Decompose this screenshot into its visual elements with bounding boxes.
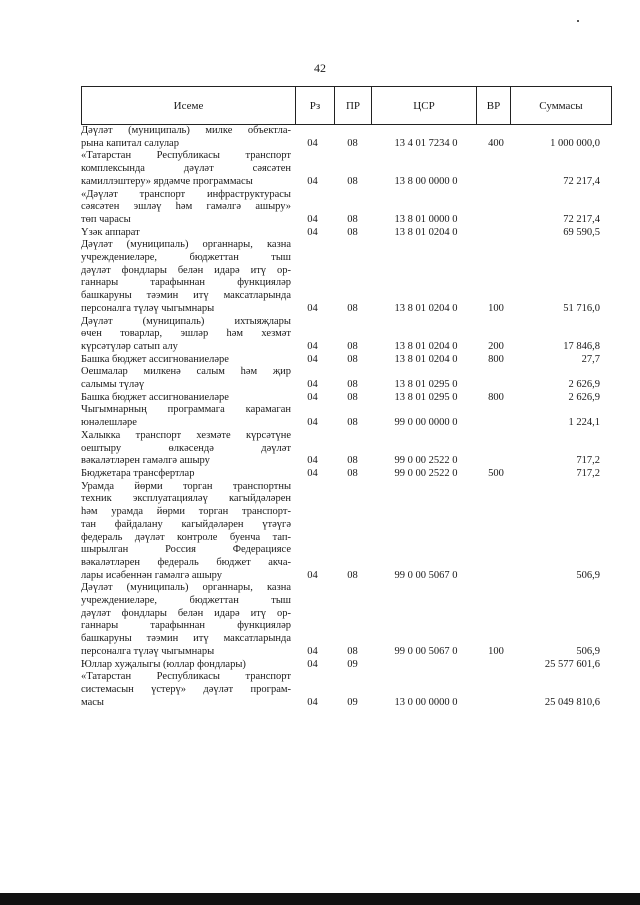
table-row	[81, 468, 612, 481]
row-name	[81, 404, 291, 429]
row-rz: 04	[307, 658, 318, 670]
row-name-line: башкаруны тәэмин итү максатларында	[81, 290, 291, 302]
table-row	[81, 239, 612, 315]
row-rz: 04	[307, 302, 318, 314]
row-sum: 1 224,1	[568, 417, 600, 429]
row-name-line: учреждениеләре, бюджеттан тыш	[81, 252, 291, 264]
row-name-line: башкаруны тәэмин итү максатларында	[81, 633, 291, 645]
row-name-line: күрсәтүләр сатып алу	[81, 340, 178, 352]
row-csr: 99 0 00 2522 0	[394, 455, 458, 467]
row-csr: 13 4 01 7234 0	[394, 137, 458, 149]
row-name-line: Башка бюджет ассигнованиеләре	[81, 391, 229, 403]
row-name-line: «Дәүләт транспорт инфраструктурасы	[81, 188, 291, 200]
row-sum: 72 217,4	[563, 213, 600, 225]
row-name-line: салымы түләү	[81, 379, 145, 391]
row-rz: 04	[307, 226, 318, 238]
row-pr: 08	[347, 417, 358, 429]
row-csr: 13 8 00 0000 0	[394, 175, 458, 187]
row-sum: 717,2	[576, 467, 600, 479]
row-rz: 04	[307, 175, 318, 187]
row-pr: 09	[347, 696, 358, 708]
row-name-line: ганнары тарафыннан функцияләр	[81, 620, 291, 632]
table-row	[81, 671, 612, 709]
scan-mark	[577, 20, 579, 22]
row-csr: 13 8 01 0295 0	[394, 391, 458, 403]
row-vr: 400	[488, 137, 504, 149]
row-name	[81, 189, 291, 227]
table-row	[81, 404, 612, 429]
row-name	[81, 227, 291, 240]
row-name-line: масы	[81, 696, 104, 708]
row-name-line: Башка бюджет ассигнованиеләре	[81, 353, 229, 365]
row-name-line: Дәүләт (муниципаль) органнары, казна	[81, 582, 291, 594]
row-name-line: комплексында дәүләт сәясәтен	[81, 163, 291, 175]
row-pr: 08	[347, 175, 358, 187]
row-name-line: системасын үстерү» дәүләт програм-	[81, 683, 291, 695]
row-rz: 04	[307, 645, 318, 657]
scan-border	[0, 893, 640, 905]
row-sum: 506,9	[576, 645, 600, 657]
table-row	[81, 354, 612, 367]
row-name	[81, 392, 291, 405]
header-sum: Суммасы	[539, 99, 583, 112]
row-name	[81, 316, 291, 354]
table-row	[81, 125, 612, 150]
row-name	[81, 239, 291, 315]
row-name-line: Чыгымнарның программага карамаган	[81, 404, 291, 416]
row-name-line: учреждениеләре, бюджеттан тыш	[81, 595, 291, 607]
row-pr: 08	[347, 137, 358, 149]
table-row	[81, 316, 612, 354]
row-sum: 25 577 601,6	[544, 658, 600, 670]
row-name-line: лары исәбеннән гамәлгә ашыру	[81, 569, 223, 581]
row-rz: 04	[307, 379, 318, 391]
row-rz: 04	[307, 417, 318, 429]
row-sum: 69 590,5	[563, 226, 600, 238]
row-name	[81, 659, 291, 672]
row-pr: 08	[347, 302, 358, 314]
page-number: 42	[314, 61, 326, 75]
row-pr: 08	[347, 391, 358, 403]
row-name-line: төп чарасы	[81, 213, 131, 225]
row-name	[81, 354, 291, 367]
row-name-line: вәкаләтләрен гамәлгә ашыру	[81, 455, 210, 467]
row-name-line: тан файдалану кагыйдәләрен үтәүгә	[81, 518, 291, 530]
row-vr: 800	[488, 391, 504, 403]
header-pr: ПР	[335, 87, 372, 124]
table-row	[81, 392, 612, 405]
row-csr: 99 0 00 5067 0	[394, 569, 458, 581]
row-sum: 25 049 810,6	[544, 696, 600, 708]
row-pr: 08	[347, 467, 358, 479]
row-sum: 72 217,4	[563, 175, 600, 187]
row-pr: 08	[347, 226, 358, 238]
row-name	[81, 150, 291, 188]
row-name	[81, 125, 291, 150]
row-pr: 08	[347, 213, 358, 225]
row-name-line: дәүләт фондлары белән идарә итү ор-	[81, 607, 291, 619]
row-name-line: дәүләт фондлары белән идарә итү ор-	[81, 264, 291, 276]
row-csr: 13 0 00 0000 0	[394, 696, 458, 708]
row-name-line: һәм урамда йөрми торган транспорт-	[81, 506, 291, 518]
header-rz: Рз	[296, 87, 335, 124]
row-sum: 1 000 000,0	[550, 137, 600, 149]
row-name	[81, 430, 291, 468]
row-name-line: федераль дәүләт контроле буенча тап-	[81, 531, 291, 543]
row-name	[81, 671, 291, 709]
row-name-line: рына капитал салулар	[81, 137, 179, 149]
row-name-line: өчен товарлар, эшләр һәм хезмәт	[81, 328, 291, 340]
row-name-line: Урамда йөрми торган транспортны	[81, 480, 291, 492]
row-name-line: «Татарстан Республикасы транспорт	[81, 671, 291, 683]
table-row	[81, 481, 612, 583]
row-rz: 04	[307, 391, 318, 403]
row-rz: 04	[307, 569, 318, 581]
row-vr: 100	[488, 302, 504, 314]
row-sum: 27,7	[581, 353, 600, 365]
row-csr: 13 8 01 0204 0	[394, 353, 458, 365]
row-rz: 04	[307, 467, 318, 479]
table-body	[81, 125, 612, 709]
row-name	[81, 468, 291, 481]
row-name	[81, 582, 291, 658]
row-sum: 717,2	[576, 455, 600, 467]
row-name-line: персоналга түләү чыгымнары	[81, 645, 215, 657]
table-row	[81, 189, 612, 227]
row-pr: 08	[347, 645, 358, 657]
row-csr: 13 8 01 0204 0	[394, 340, 458, 352]
row-sum: 2 626,9	[568, 379, 600, 391]
row-sum: 17 846,8	[563, 340, 600, 352]
row-rz: 04	[307, 213, 318, 225]
row-rz: 04	[307, 340, 318, 352]
row-name-line: Дәүләт (муниципаль) ихтыяҗлары	[81, 315, 291, 327]
table-row	[81, 366, 612, 391]
row-name-line: оештыру өлкәсендә дәүләт	[81, 442, 291, 454]
header-vr: ВР	[477, 87, 511, 124]
row-name-line: юнәлешләре	[81, 417, 137, 429]
row-name-line: вәкаләтләрен федераль бюджет акча-	[81, 556, 291, 568]
row-name-line: Халыкка транспорт хезмәте күрсәтүне	[81, 429, 291, 441]
row-name-line: «Татарстан Республикасы транспорт	[81, 150, 291, 162]
row-rz: 04	[307, 696, 318, 708]
table-header	[81, 86, 612, 125]
row-rz: 04	[307, 455, 318, 467]
table-row	[81, 150, 612, 188]
header-name: Исеме	[82, 87, 296, 124]
row-pr: 08	[347, 340, 358, 352]
row-sum: 506,9	[576, 569, 600, 581]
row-name	[81, 481, 291, 583]
header-csr: ЦСР	[372, 87, 477, 124]
row-pr: 08	[347, 379, 358, 391]
row-name-line: камиллэштеру» ярдәмче программасы	[81, 175, 253, 187]
row-csr: 99 0 00 5067 0	[394, 645, 458, 657]
row-name	[81, 366, 291, 391]
row-sum: 2 626,9	[568, 391, 600, 403]
row-vr: 800	[488, 353, 504, 365]
row-vr: 100	[488, 645, 504, 657]
row-vr: 200	[488, 340, 504, 352]
row-name-line: персоналга түләү чыгымнары	[81, 302, 215, 314]
row-pr: 09	[347, 658, 358, 670]
row-name-line: Оешмалар милкенә салым һәм җир	[81, 366, 291, 378]
table-row	[81, 430, 612, 468]
row-csr: 13 8 01 0204 0	[394, 302, 458, 314]
row-csr: 99 0 00 2522 0	[394, 467, 458, 479]
row-pr: 08	[347, 455, 358, 467]
row-name-line: Бюджетара трансфертлар	[81, 467, 195, 479]
row-name-line: Юллар хуҗалыгы (юллар фондлары)	[81, 658, 246, 670]
row-rz: 04	[307, 137, 318, 149]
row-name-line: ганнары тарафыннан функцияләр	[81, 277, 291, 289]
table-row	[81, 582, 612, 658]
row-csr: 99 0 00 0000 0	[394, 417, 458, 429]
row-name-line: сәясәтен эшләү һәм гамәлгә ашыру»	[81, 201, 291, 213]
row-name-line: Үзәк аппарат	[81, 226, 140, 238]
row-pr: 08	[347, 353, 358, 365]
row-sum: 51 716,0	[563, 302, 600, 314]
row-name-line: шырылган Россия Федерациясе	[81, 544, 291, 556]
row-name-line: Дәүләт (муниципаль) органнары, казна	[81, 239, 291, 251]
row-vr: 500	[488, 467, 504, 479]
row-pr: 08	[347, 569, 358, 581]
row-csr: 13 8 01 0000 0	[394, 213, 458, 225]
table-row	[81, 659, 612, 672]
table-row	[81, 227, 612, 240]
row-rz: 04	[307, 353, 318, 365]
row-csr: 13 8 01 0204 0	[394, 226, 458, 238]
row-name-line: Дәүләт (муниципаль) милке объектла-	[81, 125, 291, 136]
row-name-line: техник эксплуатацияләү кагыйдәләрен	[81, 493, 291, 505]
row-csr: 13 8 01 0295 0	[394, 379, 458, 391]
